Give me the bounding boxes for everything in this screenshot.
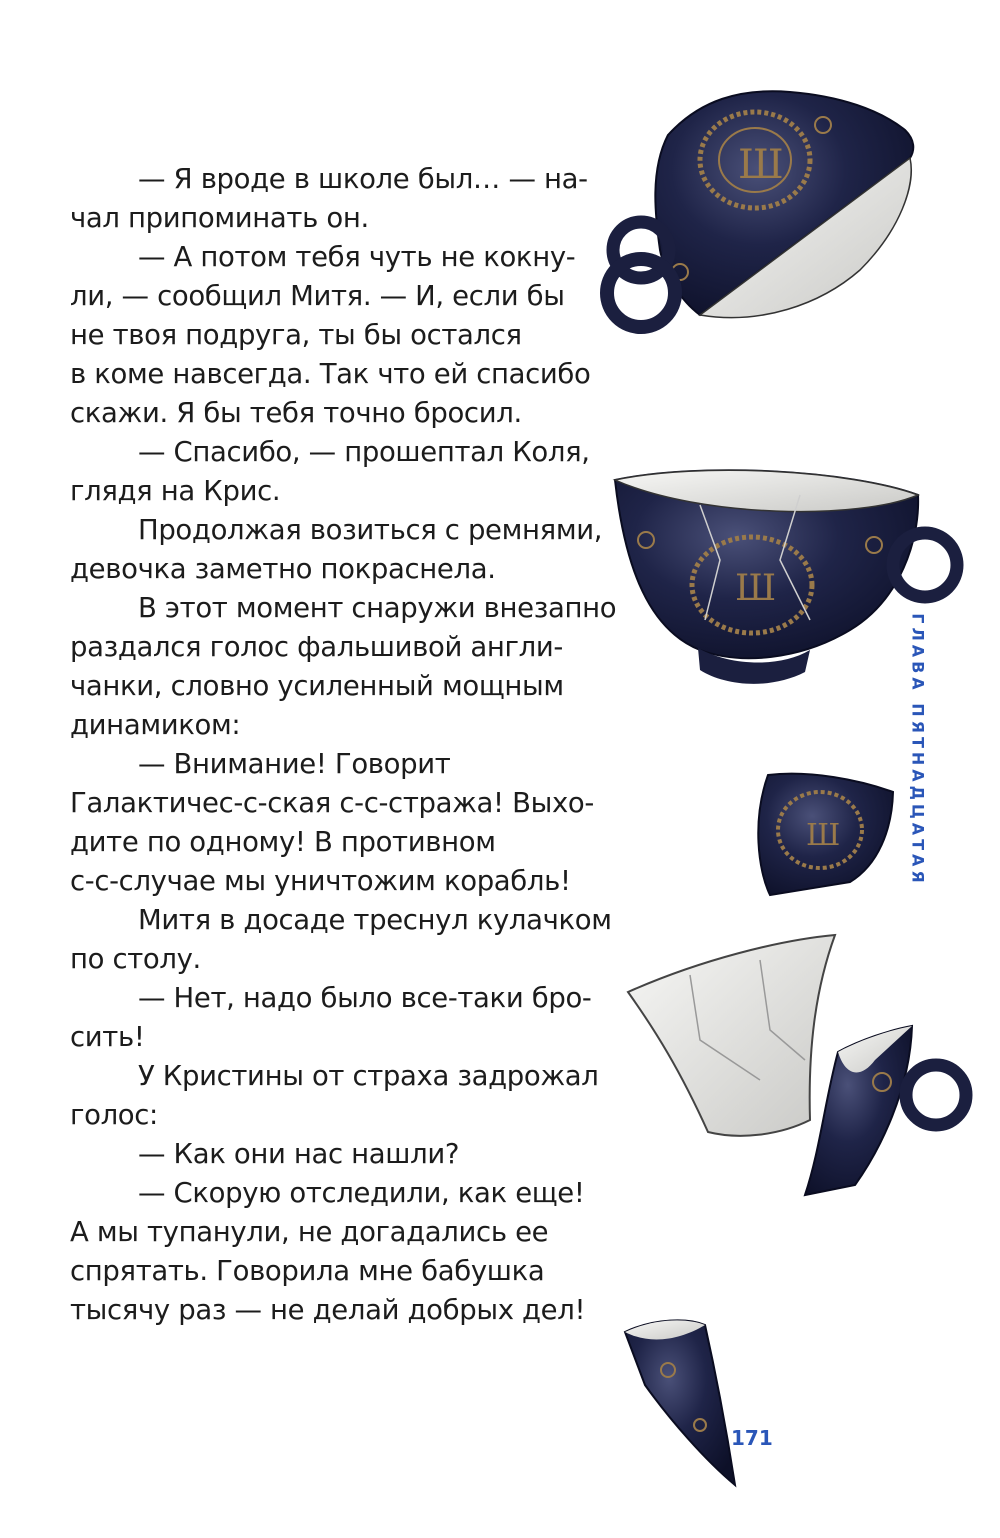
text-line: тысячу раз — не делай добрых дел! xyxy=(70,1294,586,1326)
text-line: раздался голос фальшивой англи- xyxy=(70,631,563,663)
text-line: чал припоминать он. xyxy=(70,202,369,234)
text-line: А мы тупанули, не догадались ее xyxy=(70,1216,549,1248)
cup-fragment-handle xyxy=(805,1026,966,1195)
text-line: в коме навсегда. Так что ей спасибо xyxy=(70,358,591,390)
page-number: 171 xyxy=(731,1426,773,1450)
text-line: девочка заметно покраснела. xyxy=(70,553,496,585)
text-line: по столу. xyxy=(70,943,201,975)
text-line: Продолжая возиться с ремнями, xyxy=(138,514,603,546)
cup-fragment-shard xyxy=(758,774,893,895)
chapter-title: ГЛАВА ПЯТНАДЦАТАЯ xyxy=(908,613,928,887)
text-line: — А потом тебя чуть не кокну- xyxy=(138,241,576,273)
text-line: сить! xyxy=(70,1021,145,1053)
text-line: спрятать. Говорила мне бабушка xyxy=(70,1255,545,1287)
cup-fragment-white xyxy=(628,935,835,1136)
svg-text:Ш: Ш xyxy=(806,818,841,853)
text-line: — Спасибо, — прошептал Коля, xyxy=(138,436,590,468)
text-line: глядя на Крис. xyxy=(70,475,281,507)
text-line: — Я вроде в школе был… — на- xyxy=(138,163,588,195)
text-line: с-с-случае мы уничтожим корабль! xyxy=(70,865,571,897)
cup-fragment-bottom xyxy=(625,1320,735,1485)
text-line: — Нет, надо было все-таки бро- xyxy=(138,982,592,1014)
text-line: — Как они нас нашли? xyxy=(138,1138,460,1170)
text-line: — Внимание! Говорит xyxy=(138,748,451,780)
text-line: голос: xyxy=(70,1099,158,1131)
text-line: Митя в досаде треснул кулачком xyxy=(138,904,612,936)
text-line: чанки, словно усиленный мощным xyxy=(70,670,564,702)
svg-text:Ш: Ш xyxy=(735,568,777,609)
text-line: динамиком: xyxy=(70,709,241,741)
cup-fragment-bowl xyxy=(615,470,957,684)
text-line: Галактичес-с-ская с-с-стража! Выхо- xyxy=(70,787,594,819)
svg-text:Ш: Ш xyxy=(738,142,784,188)
text-line: В этот момент снаружи внезапно xyxy=(138,592,617,624)
text-line: не твоя подруга, ты бы остался xyxy=(70,319,522,351)
text-line: — Скорую отследили, как еще! xyxy=(138,1177,585,1209)
text-line: скажи. Я бы тебя точно бросил. xyxy=(70,397,522,429)
cup-fragment-top xyxy=(607,91,913,327)
text-line: ли, — сообщил Митя. — И, если бы xyxy=(70,280,565,312)
text-line: дите по одному! В противном xyxy=(70,826,496,858)
text-line: У Кристины от страха задрожал xyxy=(138,1060,599,1092)
